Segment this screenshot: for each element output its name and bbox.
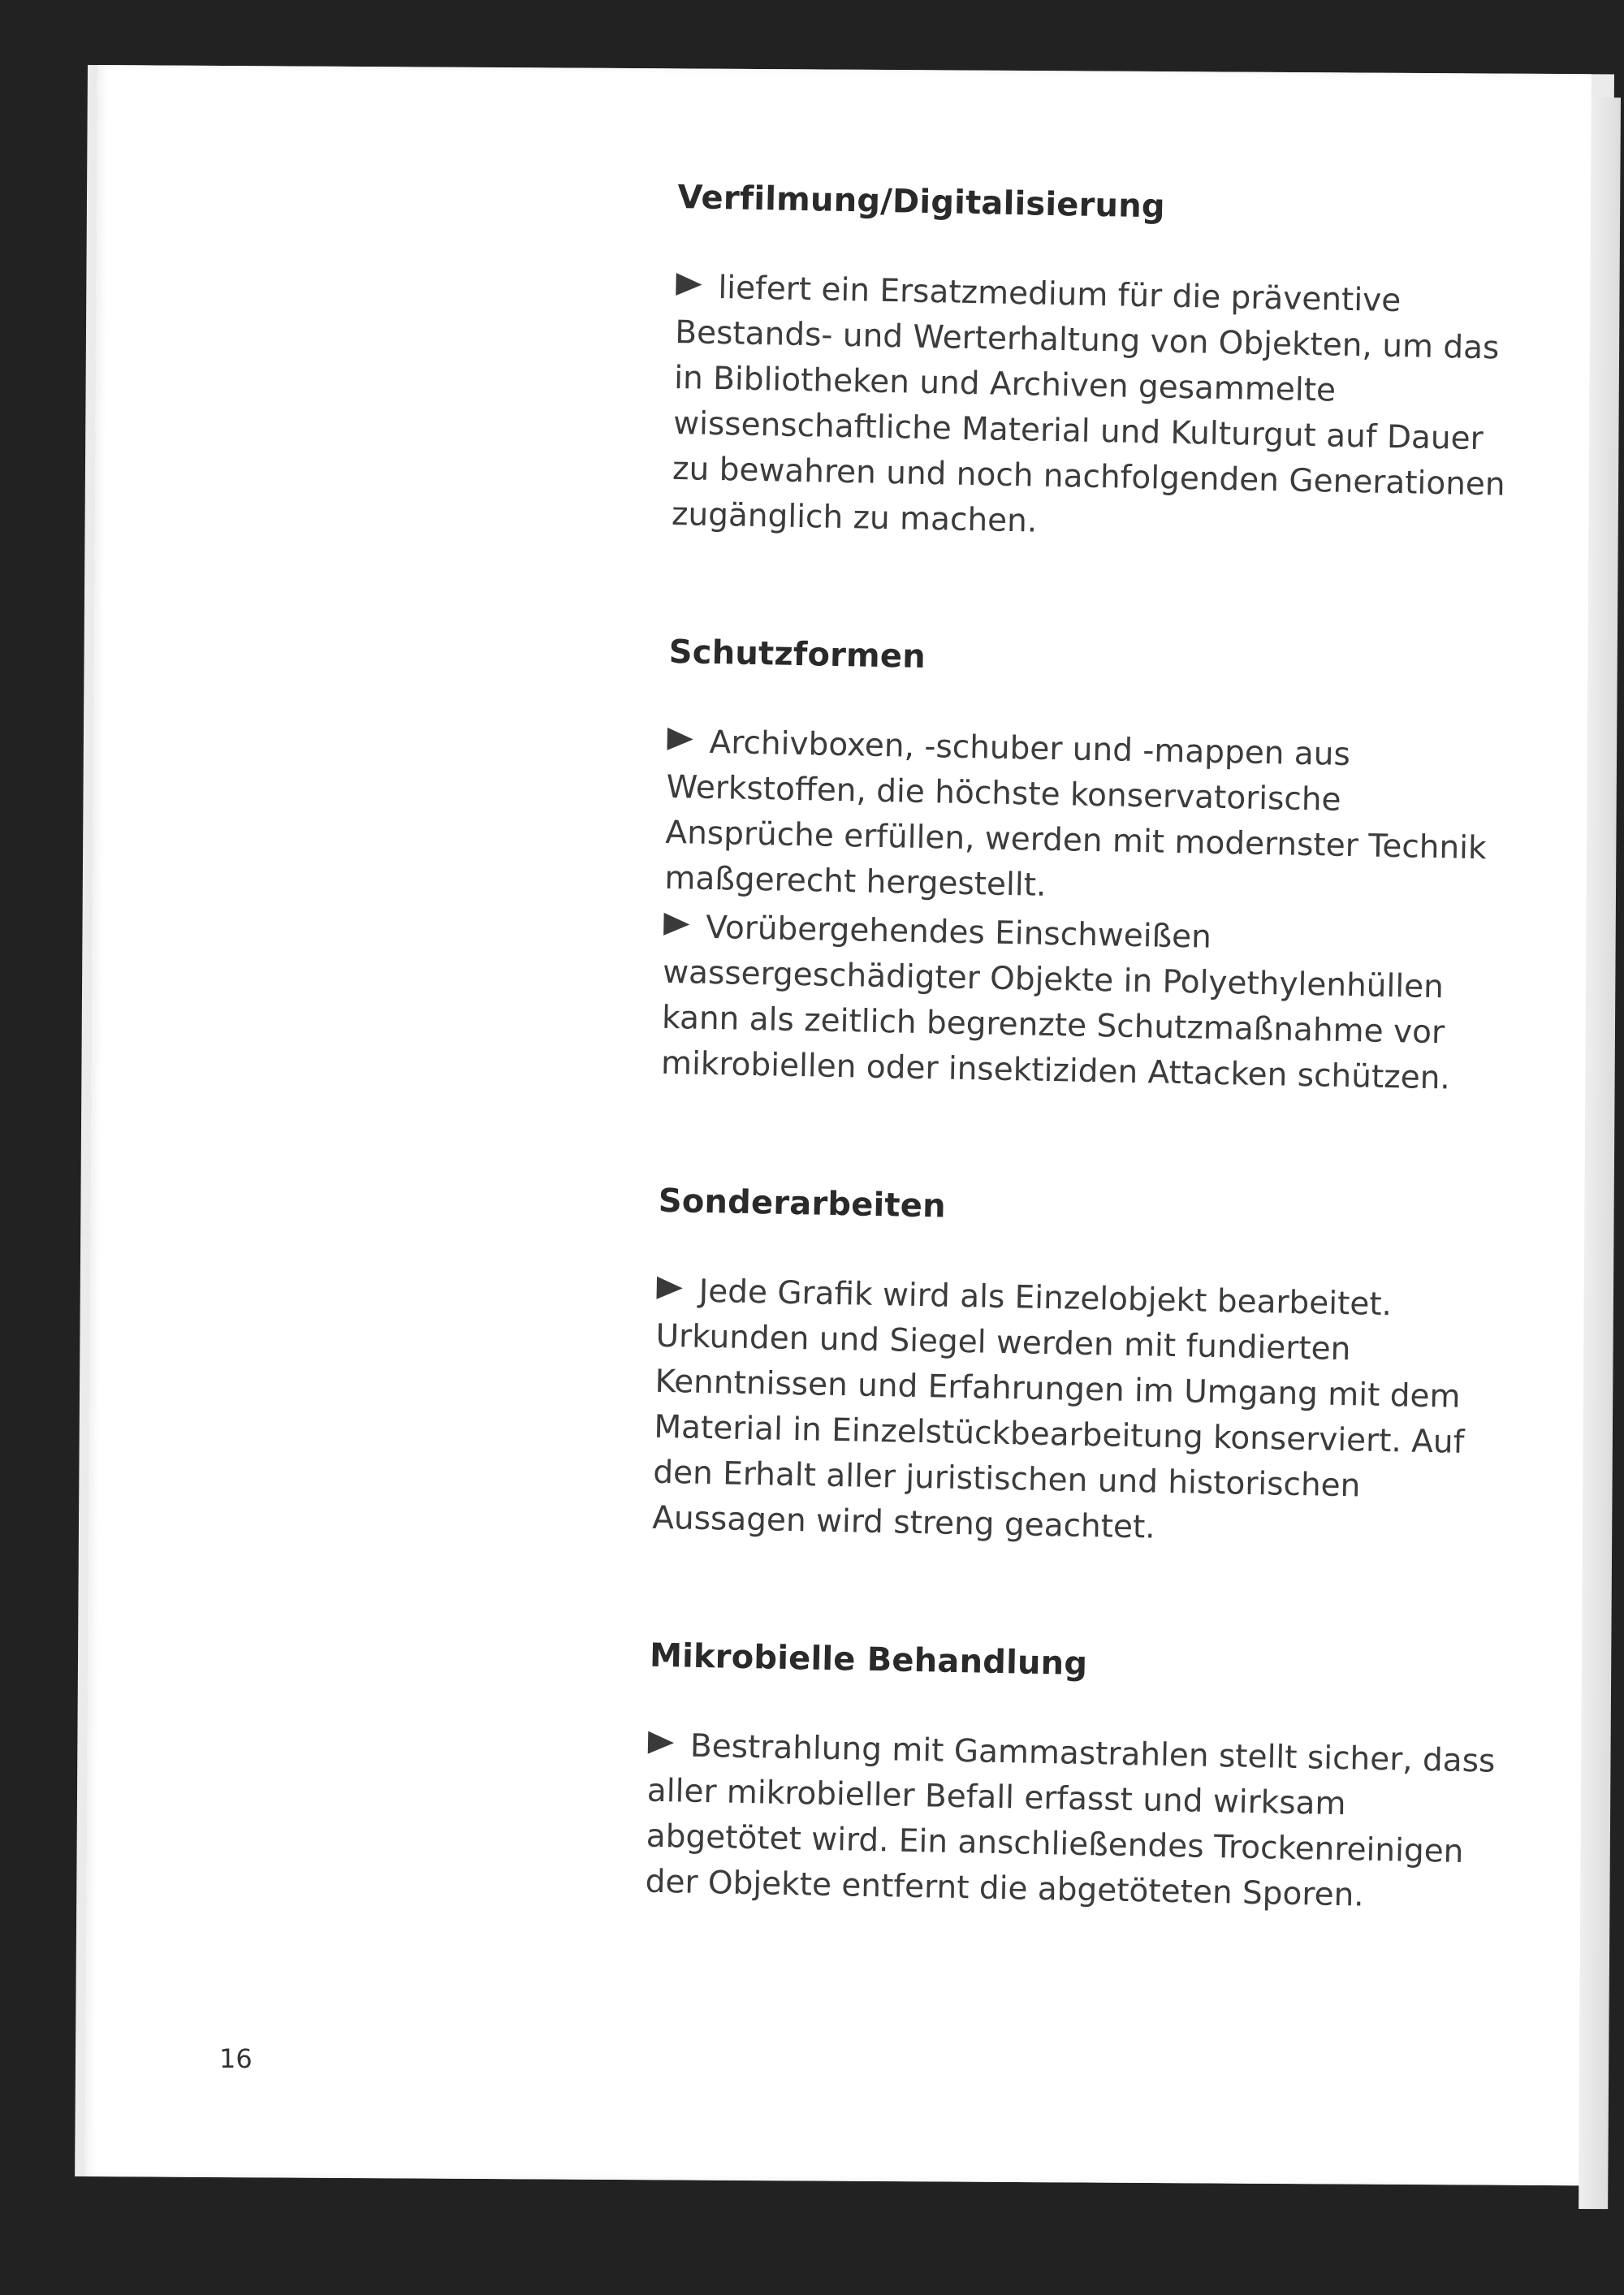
bullet-paragraph [672,265,1529,554]
paragraph-text: Archivboxen, -schuber und -mappen aus Werkstoffen, die höchste konservatorische Ansprüche erfüllen, werden mit modernster Technik maßgerecht hergestellt. [664,724,1488,904]
paragraph-text: Bestrahlung mit Gammastrahlen stellt sicher, dass aller mikrobieller Befall erfasst und wirksam abgetötet wird. Ein anschließendes Trockenreinigen der Objekte entfernt die abgetöteten Sporen. [645,1727,1496,1914]
triangle-bullet-icon [667,728,693,751]
section-title: Mikrobielle Behandlung [649,1636,1088,1683]
section-verfilmung [672,179,1531,554]
page-content [643,179,1531,2017]
bullet-paragraph [664,720,1520,918]
section-title: Schutzformen [668,633,926,676]
triangle-bullet-icon [648,1731,675,1755]
bullet-paragraph [661,905,1517,1103]
section-title: Sonderarbeiten [658,1182,947,1225]
page-number: 16 [219,2043,253,2074]
triangle-bullet-icon [663,913,690,936]
triangle-bullet-icon [676,273,702,296]
paragraph-text: Vorübergehendes Einschweißen wassergeschädigter Objekte in Polyethylenhüllen kann als zeitlich begrenzte Schutzmaßnahme vor mikrobiellen oder insektiziden Attacken schützen. [660,909,1451,1097]
paragraph-text: Jede Grafik wird als Einzelobjekt bearbeitet. Urkunden und Siegel werden mit fundierten Kenntnissen und Erfahrungen im Umgang mit dem Material in Einzelstückbearbeitung konserviert. Auf den Erhalt aller juristischen und historischen Aussagen wird streng geachtet. [651,1273,1465,1546]
section-title: Verfilmung/Digitalisierung [677,179,1166,226]
section-mikrobielle-behandlung [645,1637,1502,1921]
section-schutzformen [661,633,1522,1103]
bullet-paragraph [645,1723,1501,1921]
bullet-paragraph [652,1269,1510,1558]
paragraph-text: liefert ein Ersatzmedium für die präventive Bestands- und Werterhaltung von Objekten, um das in Bibliotheken und Archiven gesammelte wissenschaftliche Material und Kulturgut auf Dauer zu bewahren und noch nachfolgenden Generationen zugänglich zu machen. [671,269,1506,540]
triangle-bullet-icon [657,1277,684,1300]
section-sonderarbeiten [652,1182,1511,1558]
